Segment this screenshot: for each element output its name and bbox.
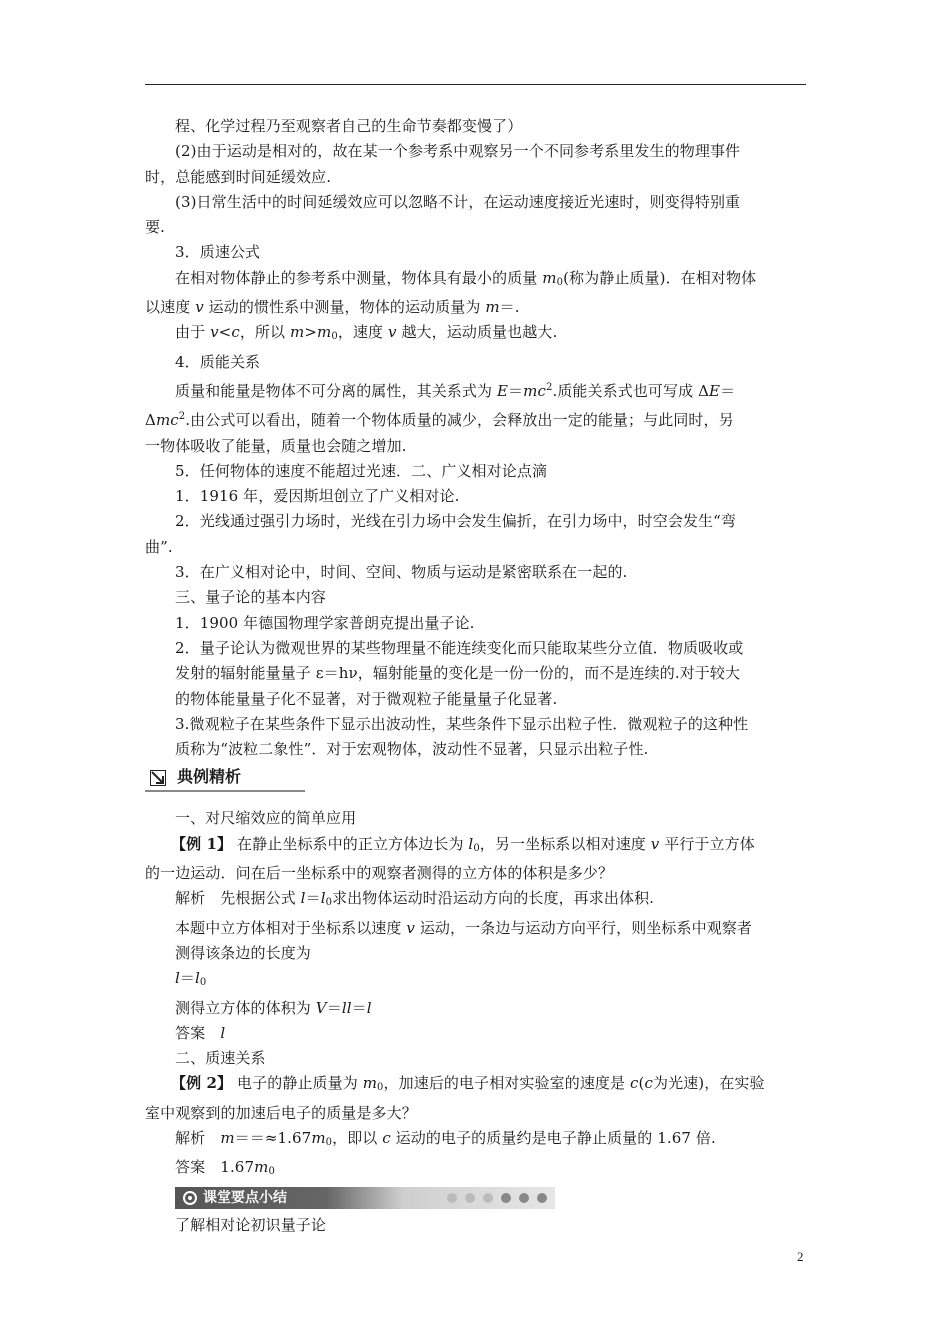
text-line: 曲”.	[145, 537, 173, 556]
summary-text: 了解相对论初识量子论	[175, 1215, 327, 1234]
text-line: 要.	[145, 218, 165, 237]
text-line: 质称为“波粒二象性”．对于宏观物体，波动性不显著，只显示出粒子性.	[175, 740, 649, 759]
dot-icon	[447, 1193, 457, 1203]
item-heading: 3．质速公式	[175, 243, 261, 262]
dot-icon	[537, 1193, 547, 1203]
summary-banner	[175, 1187, 555, 1209]
text-line: 时，总能感到时间延缓效应.	[145, 167, 332, 186]
dot-icon	[501, 1193, 511, 1203]
energy-relation: 一物体吸收了能量，质量也会随之增加.	[145, 436, 407, 455]
example-2-answer: 答案 $1.67m_0$	[175, 1158, 275, 1178]
example-1-solution: 解析 先根据公式 $l=l_0$求出物体运动时沿运动方向的长度，再求出体积.	[175, 889, 655, 909]
example-2-question: 室中观察到的加速后电子的质量是多大？	[145, 1103, 417, 1122]
energy-relation: 质量和能量是物体不可分离的属性，其关系式为 $E=mc^2$.质能关系式也可写成 ΔE＝	[175, 381, 736, 400]
example-2-solution: 解析 $m==\approx 1.67m_0$，即以 c 运动的电子的质量约是电子静止质量的 1.67 倍.	[175, 1128, 716, 1148]
text-line: 1．1916 年，爱因斯坦创立了广义相对论.	[175, 487, 460, 506]
mass-definition: 在相对物体静止的参考系中测量，物体具有最小的质量 $m_0$(称为静止质量)．在相对物体	[175, 268, 757, 288]
section-subheading: 二、质速关系	[175, 1049, 266, 1068]
example-1-equation: 测得立方体的体积为 V＝ll＝l	[175, 998, 372, 1017]
corner-arrow-icon	[150, 770, 166, 786]
example-1-question: 的一边运动．问在后一坐标系中的观察者测得的立方体的体积是多少？	[145, 864, 614, 883]
example-1-answer: 答案 l	[175, 1023, 226, 1042]
text-line: 2．量子论认为微观世界的某些物理量不能连续变化而只能取某些分立值．物质吸收或	[175, 638, 744, 657]
summary-title: 课堂要点小结	[203, 1189, 287, 1206]
decorative-dots	[447, 1193, 547, 1203]
text-line: (3)日常生活中的时间延缓效应可以忽略不计，在运动速度接近光速时，则变得特别重	[175, 192, 741, 211]
text-line: 3.微观粒子在某些条件下显示出波动性，某些条件下显示出粒子性．微观粒子的这种性	[175, 714, 749, 733]
section-subheading: 三、量子论的基本内容	[175, 588, 327, 607]
text-line: 发射的辐射能量量子 ε＝hν，辐射能量的变化是一份一份的，而不是连续的.对于较大	[175, 664, 741, 683]
dot-icon	[519, 1193, 529, 1203]
example-1-solution: 测得该条边的长度为	[175, 943, 311, 962]
example-1-question: 【例 1】 在静止坐标系中的正立方体边长为 $l_0$，另一坐标系以相对速度 v 平行于立方体	[171, 834, 755, 854]
text-line: 3．在广义相对论中，时间、空间、物质与运动是紧密联系在一起的.	[175, 563, 628, 582]
page-number: 2	[797, 1249, 804, 1264]
text-line: 5．任何物体的速度不能超过光速．二、广义相对论点滴	[175, 461, 548, 480]
dot-icon	[483, 1193, 493, 1203]
section-subheading: 一、对尺缩效应的简单应用	[175, 809, 357, 828]
example-2-question: 【例 2】 电子的静止质量为 $m_0$，加速后的电子相对实验室的速度是 c(c为光速)，在实验	[171, 1074, 765, 1094]
mass-definition: 以速度 v 运动的惯性系中测量，物体的运动质量为 m＝.	[145, 298, 520, 317]
page-body	[145, 114, 807, 1238]
section-underline	[145, 790, 305, 792]
section-title: 典例精析	[177, 767, 242, 787]
example-1-solution: 本题中立方体相对于坐标系以速度 v 运动，一条边与运动方向平行，则坐标系中观察者	[175, 918, 753, 937]
text-line: 1．1900 年德国物理学家普朗克提出量子论.	[175, 613, 475, 632]
header-rule	[145, 84, 806, 85]
mass-inequality: 由于 v<c，所以 $m>m_0$，速度 v 越大，运动质量也越大.	[175, 323, 558, 343]
text-line: (2)由于运动是相对的，故在某一个参考系中观察另一个不同参考系里发生的物理事件	[175, 142, 741, 161]
text-line: 程、化学过程乃至观察者自己的生命节奏都变慢了）	[175, 117, 523, 135]
energy-relation: Δmc$^2$.由公式可以看出，随着一个物体质量的减少，会释放出一定的能量；与此同时，另	[145, 411, 734, 430]
dot-icon	[465, 1193, 475, 1203]
example-1-equation: $l=l_0$	[175, 969, 207, 989]
text-line: 2．光线通过强引力场时，光线在引力场中会发生偏折，在引力场中，时空会发生“弯	[175, 512, 737, 531]
target-circle-icon	[183, 1191, 197, 1205]
examples-section-header	[145, 766, 807, 800]
item-heading: 4．质能关系	[175, 352, 261, 371]
text-line: 的物体能量量子化不显著，对于微观粒子能量量子化显著.	[175, 689, 558, 708]
